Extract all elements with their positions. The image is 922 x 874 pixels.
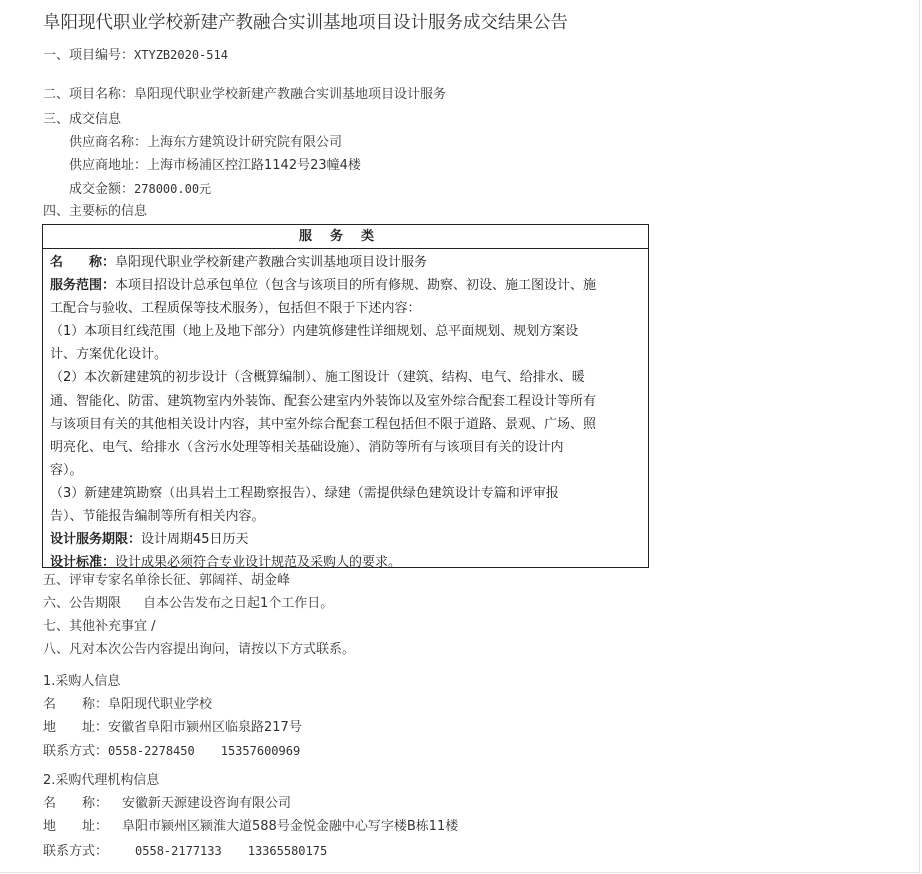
purchaser-name-label: 名 称： <box>43 697 109 712</box>
scope-line: 明亮化、电气、给排水（含污水处理等相关基础设施）、消防等所有与该项目有关的设计内 <box>50 439 564 455</box>
scope-line: 容）。 <box>50 462 83 478</box>
scope-line: 通、智能化、防雷、建筑物室内外装饰、配套公建室内外装饰以及室外综合配套工程设计等所有 <box>50 393 597 409</box>
agency-address-label: 地 址： <box>43 819 109 834</box>
scope-line: 计、方案优化设计。 <box>50 347 168 363</box>
scope-line: 本项目招设计总承包单位（包含与该项目的所有修规、勘察、初设、施工图设计、施 <box>115 278 597 294</box>
notice-period-line <box>43 595 333 613</box>
deal-amount-line <box>69 180 211 199</box>
purchaser-address-line <box>43 719 302 737</box>
project-name-line: 二、项目名称：阜阳现代职业学校新建产教融合实训基地项目设计服务 <box>43 87 447 102</box>
notice-period-value: 自本公告发布之日起1个工作日。 <box>143 596 334 611</box>
purchaser-phone-1: 0558-2278450 <box>108 744 195 758</box>
project-number-label: 一、项目编号： <box>43 48 135 63</box>
purchaser-contact-label: 联系方式： <box>43 744 109 759</box>
design-standard-row <box>50 551 642 574</box>
service-scope-row <box>50 274 642 297</box>
scope-line: （2）本次新建建筑的初步设计（含概算编制）、施工图设计（建筑、结构、电气、给排水、暖 <box>50 370 585 386</box>
purchaser-heading: 1.采购人信息 <box>43 674 121 689</box>
purchaser-address-label: 地 址： <box>43 720 109 735</box>
service-name-row <box>50 251 642 274</box>
agency-contact-line <box>43 842 327 861</box>
scope-line: 工配合与验收、工程质保等技术服务），包括但不限于下述内容： <box>50 301 421 317</box>
purchaser-contact-line <box>43 742 300 761</box>
service-scope-label: 服务范围： <box>50 278 116 294</box>
scope-line: 与该项目有关的其他相关设计内容，其中室外综合配套工程包括但不限于道路、景观、广场、照 <box>50 416 597 432</box>
agency-phone-1: 0558-2177133 <box>135 844 222 858</box>
subject-info-heading: 四、主要标的信息 <box>43 204 148 219</box>
design-standard-value: 设计成果必须符合专业设计规范及采购人的要求。 <box>115 555 402 571</box>
agency-name-label: 名 称： <box>43 796 109 811</box>
project-number-line <box>43 46 228 65</box>
agency-address-value: 阜阳市颍州区颍淮大道588号金悦金融中心写字楼B栋11楼 <box>122 819 459 834</box>
purchaser-address-value: 安徽省阜阳市颍州区临泉路217号 <box>108 720 302 735</box>
service-period-value: 设计周期45日历天 <box>141 532 249 548</box>
purchaser-name-value: 阜阳现代职业学校 <box>108 697 213 712</box>
service-period-row <box>50 528 642 551</box>
table-body <box>43 249 648 574</box>
service-name-value: 阜阳现代职业学校新建产教融合实训基地项目设计服务 <box>115 255 428 270</box>
agency-name-value: 安徽新天源建设咨询有限公司 <box>122 796 292 811</box>
deal-amount-label: 成交金额： <box>69 182 135 197</box>
notice-period-label: 六、公告期限 <box>43 596 122 611</box>
deal-amount-value: 278000.00元 <box>134 182 212 196</box>
subject-info-table <box>42 224 649 571</box>
deal-info-heading: 三、成交信息 <box>43 112 122 127</box>
service-period-label: 设计服务期限： <box>50 532 142 548</box>
design-standard-label: 设计标准： <box>50 555 116 571</box>
purchaser-name-line <box>43 696 212 714</box>
page-title: 阜阳现代职业学校新建产教融合实训基地项目设计服务成交结果公告 <box>43 13 568 33</box>
supplement-line: 七、其他补充事宜 / <box>43 619 156 634</box>
table-header: 服务类 <box>43 225 648 249</box>
service-name-label: 名 称： <box>50 255 116 270</box>
scope-line: （1）本项目红线范围（地上及地下部分）内建筑修建性详细规划、总平面规划、规划方案设 <box>50 324 579 340</box>
agency-phone-2: 13365580175 <box>247 844 328 858</box>
agency-name-line <box>43 795 291 813</box>
expert-list-line: 五、评审专家名单徐长征、郭阔祥、胡金峰 <box>43 573 291 588</box>
scope-line: （3）新建建筑勘察（出具岩土工程勘察报告）、绿建（需提供绿色建筑设计专篇和评审报 <box>50 485 559 501</box>
purchaser-phone-2: 15357600969 <box>220 744 301 758</box>
contact-intro-line: 八、凡对本次公告内容提出询问，请按以下方式联系。 <box>43 642 356 657</box>
supplier-address: 供应商地址：上海市杨浦区控江路1142号23幢4楼 <box>69 158 361 173</box>
agency-address-line <box>43 818 458 836</box>
agency-heading: 2.采购代理机构信息 <box>43 773 160 788</box>
supplier-name: 供应商名称：上海东方建筑设计研究院有限公司 <box>69 135 343 150</box>
project-number-value: XTYZB2020-514 <box>134 48 228 62</box>
agency-contact-label: 联系方式： <box>43 844 109 859</box>
scope-line: 告）、节能报告编制等所有相关内容。 <box>50 509 265 525</box>
